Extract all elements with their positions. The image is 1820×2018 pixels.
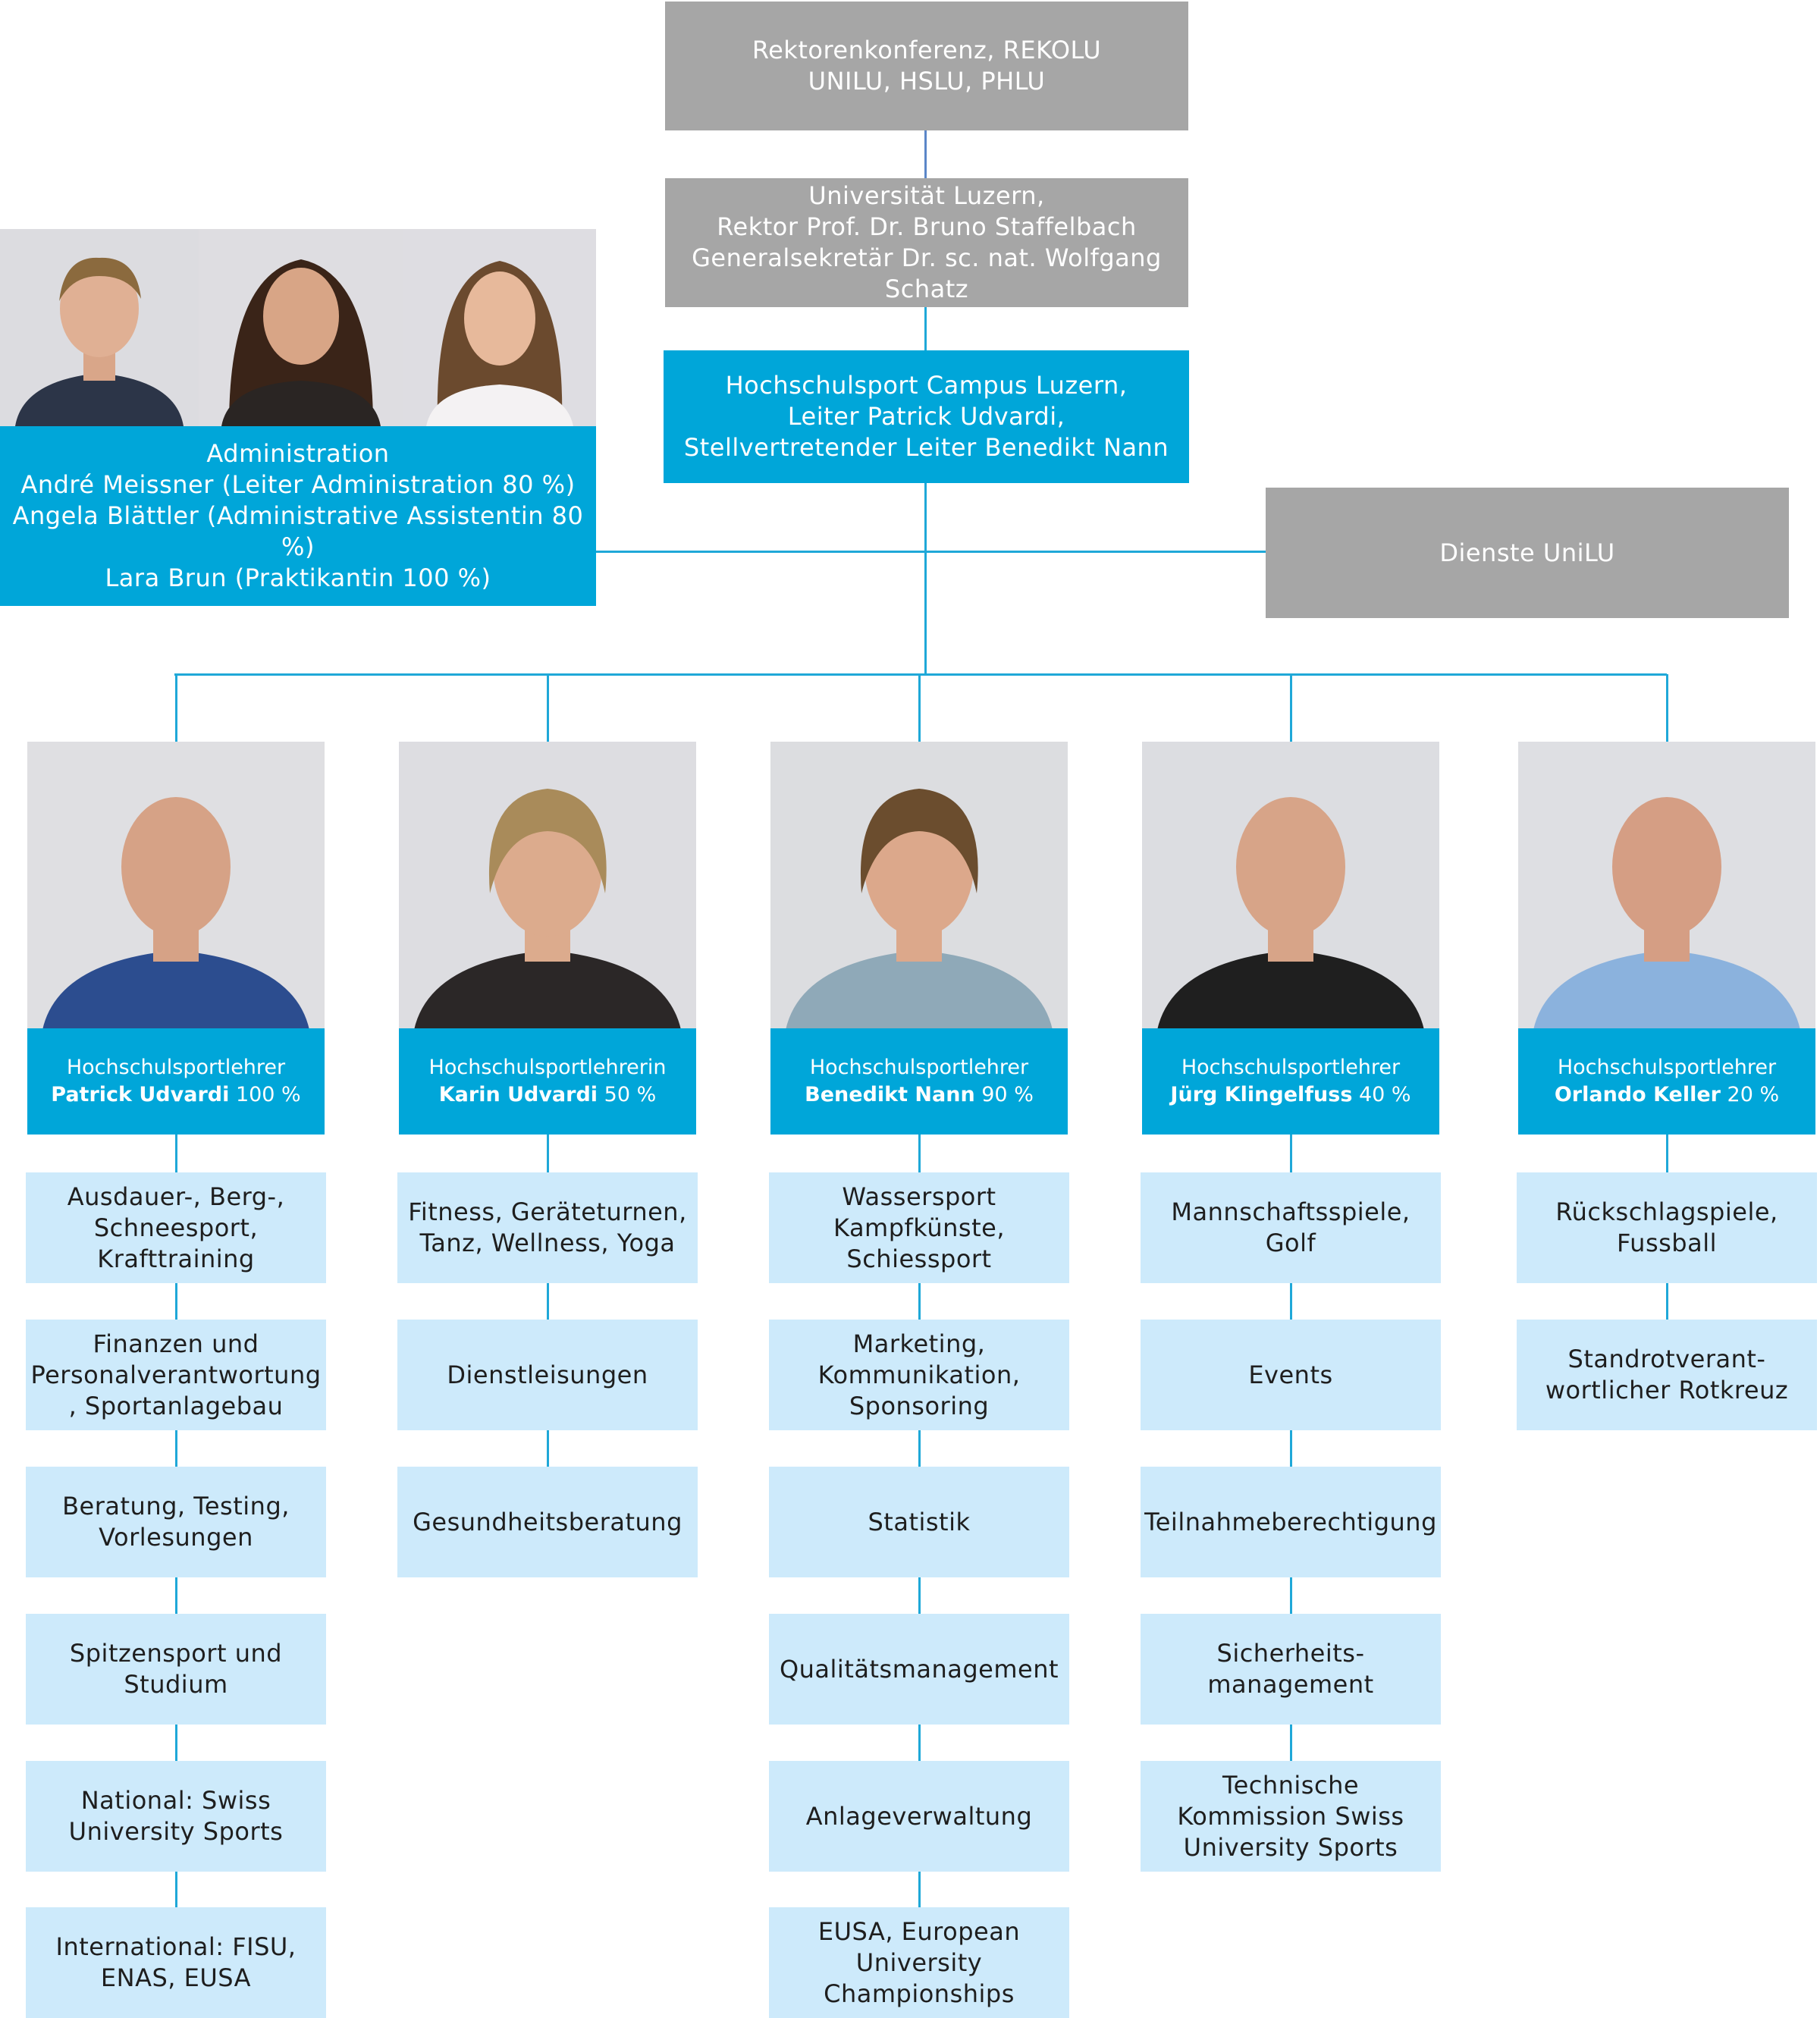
task-box bbox=[26, 1320, 326, 1430]
connector-task bbox=[547, 1430, 549, 1467]
task-box bbox=[1141, 1761, 1441, 1872]
connector-task bbox=[918, 1577, 921, 1614]
task-box bbox=[397, 1172, 698, 1283]
staff-role-box bbox=[1142, 1028, 1439, 1135]
task-text-line: EUSA, European bbox=[817, 1916, 1021, 1946]
task-text-line: Marketing, bbox=[852, 1329, 986, 1358]
task-text-line: Wassersport bbox=[842, 1182, 996, 1211]
task-text-line: Mannschaftsspiele, bbox=[1171, 1197, 1410, 1226]
staff-name-line bbox=[805, 1081, 1034, 1109]
task-text-line: Golf bbox=[1265, 1229, 1316, 1257]
task-text-line: Beratung, Testing, bbox=[62, 1492, 290, 1521]
staff-role-box bbox=[399, 1028, 696, 1135]
connector-task bbox=[1666, 1283, 1668, 1320]
staff-percent: 90 % bbox=[974, 1083, 1034, 1106]
box-text-line: Leiter Patrick Udvardi, bbox=[787, 402, 1065, 431]
task-text-line: Schiessport bbox=[846, 1244, 992, 1273]
task-text-line: International: FISU, bbox=[55, 1932, 297, 1961]
staff-percent: 50 % bbox=[598, 1083, 657, 1106]
task-text-line: Schneesport, bbox=[93, 1213, 259, 1242]
connector-task bbox=[918, 1725, 921, 1761]
task-text-line: Events bbox=[1248, 1360, 1333, 1389]
task-text-line: Championships bbox=[824, 1979, 1015, 2008]
task-text-line: Tanz, Wellness, Yoga bbox=[419, 1229, 676, 1257]
connector-task bbox=[1290, 1725, 1292, 1761]
task-text-line: Rückschlagspiele, bbox=[1555, 1197, 1778, 1226]
task-text-line: Personalverantwortung bbox=[30, 1360, 322, 1389]
connector-column-bus bbox=[174, 673, 1667, 676]
task-box bbox=[1141, 1467, 1441, 1577]
task-box bbox=[26, 1907, 326, 2018]
connector-task bbox=[547, 1135, 549, 1172]
task-text-line: University Sports bbox=[1183, 1832, 1398, 1862]
task-box bbox=[1141, 1320, 1441, 1430]
staff-photo bbox=[27, 742, 325, 1030]
connector-task bbox=[175, 1577, 177, 1614]
staff-percent: 100 % bbox=[229, 1083, 301, 1106]
task-text-line: Kommunikation, bbox=[817, 1360, 1021, 1389]
task-text-line: Teilnahmeberechtigung bbox=[1144, 1507, 1437, 1536]
task-box bbox=[1517, 1172, 1817, 1283]
staff-percent: 20 % bbox=[1720, 1083, 1780, 1106]
staff-photo bbox=[399, 742, 696, 1030]
connector-task bbox=[918, 1430, 921, 1467]
connector-task bbox=[175, 1725, 177, 1761]
task-text-line: Studium bbox=[124, 1670, 228, 1699]
admin-photo-lara bbox=[403, 229, 596, 426]
task-text-line: Statistik bbox=[868, 1507, 971, 1536]
connector-task bbox=[175, 1283, 177, 1320]
dienste-box bbox=[1266, 488, 1789, 618]
connector-rekolu-unilu bbox=[924, 130, 927, 178]
staff-percent: 40 % bbox=[1352, 1083, 1411, 1106]
connector-task bbox=[175, 1430, 177, 1467]
staff-title: Hochschulsportlehrer bbox=[1557, 1056, 1777, 1079]
connector-task bbox=[547, 1283, 549, 1320]
task-text-line: University bbox=[855, 1947, 983, 1977]
admin-photo-angela bbox=[199, 229, 403, 426]
task-text-line: Finanzen und bbox=[93, 1329, 259, 1358]
administration-box bbox=[0, 426, 596, 606]
staff-photo bbox=[1142, 742, 1439, 1030]
box-text-line: Stellvertretender Leiter Benedikt Nann bbox=[683, 433, 1169, 462]
connector-task bbox=[1666, 1135, 1668, 1172]
task-text-line: Kampfkünste, bbox=[833, 1213, 1005, 1242]
admin-photo-andre bbox=[0, 229, 199, 426]
task-box bbox=[769, 1172, 1069, 1283]
box-text-line: Universität Luzern, bbox=[808, 181, 1045, 210]
connector-column-drop bbox=[1290, 674, 1292, 742]
task-box bbox=[397, 1467, 698, 1577]
task-text-line: management bbox=[1207, 1670, 1374, 1699]
task-text-line: Qualitätsmanagement bbox=[779, 1654, 1059, 1684]
task-text-line: Ausdauer-, Berg-, bbox=[67, 1182, 285, 1211]
staff-name: Benedikt Nann bbox=[805, 1083, 975, 1106]
staff-name-line bbox=[1170, 1081, 1410, 1109]
connector-column-drop bbox=[547, 674, 549, 742]
staff-role-box bbox=[27, 1028, 325, 1135]
staff-name-line bbox=[1555, 1081, 1779, 1109]
task-text-line: Anlageverwaltung bbox=[805, 1801, 1033, 1831]
connector-column-drop bbox=[1666, 674, 1668, 742]
task-text-line: Spitzensport und bbox=[69, 1639, 283, 1668]
staff-photo bbox=[770, 742, 1068, 1030]
box-text-line: Generalsekretär Dr. sc. nat. Wolfgang bbox=[692, 243, 1162, 272]
staff-role-box bbox=[770, 1028, 1068, 1135]
box-text-line: André Meissner (Leiter Administration 80 %) bbox=[20, 470, 576, 499]
connector-task bbox=[1290, 1135, 1292, 1172]
task-box bbox=[769, 1614, 1069, 1725]
box-text-line: Hochschulsport Campus Luzern, bbox=[725, 371, 1128, 400]
task-text-line: Vorlesungen bbox=[99, 1523, 253, 1552]
box-text-line: Rektor Prof. Dr. Bruno Staffelbach bbox=[717, 212, 1137, 241]
box-text-line: UNILU, HSLU, PHLU bbox=[808, 67, 1046, 96]
task-text-line: Dienstleisungen bbox=[447, 1360, 648, 1389]
staff-title: Hochschulsportlehrer bbox=[66, 1056, 286, 1079]
staff-role-box bbox=[1518, 1028, 1815, 1135]
staff-name: Karin Udvardi bbox=[438, 1083, 598, 1106]
box-text-line: Schatz bbox=[884, 275, 969, 303]
task-text-line: Fussball bbox=[1617, 1229, 1717, 1257]
task-text-line: Kommission Swiss bbox=[1177, 1801, 1404, 1831]
task-box bbox=[1141, 1614, 1441, 1725]
task-box bbox=[769, 1907, 1069, 2018]
connector-task bbox=[918, 1872, 921, 1907]
task-text-line: wortlicher Rotkreuz bbox=[1545, 1376, 1789, 1404]
staff-title: Hochschulsportlehrer bbox=[1181, 1056, 1401, 1079]
dienste-label: Dienste UniLU bbox=[1439, 538, 1615, 567]
task-text-line: Sponsoring bbox=[849, 1391, 990, 1420]
task-text-line: University Sports bbox=[68, 1817, 284, 1846]
staff-name: Orlando Keller bbox=[1554, 1083, 1721, 1106]
task-text-line: , Sportanlagebau bbox=[68, 1391, 284, 1420]
connector-task bbox=[1290, 1283, 1292, 1320]
staff-name-line bbox=[439, 1081, 657, 1109]
staff-name: Jürg Klingelfuss bbox=[1170, 1083, 1353, 1106]
task-box bbox=[26, 1761, 326, 1872]
task-text-line: Standrotverant- bbox=[1567, 1345, 1766, 1373]
box-text-line: Angela Blättler (Administrative Assistentin 80 %) bbox=[12, 501, 584, 561]
rektorenkonferenz-box bbox=[665, 2, 1188, 130]
hochschulsport-box bbox=[664, 350, 1189, 483]
connector-admin-dienste bbox=[595, 551, 1266, 553]
connector-task bbox=[918, 1283, 921, 1320]
task-text-line: National: Swiss bbox=[80, 1786, 271, 1815]
task-box bbox=[397, 1320, 698, 1430]
staff-title: Hochschulsportlehrerin bbox=[428, 1056, 667, 1079]
connector-task bbox=[1290, 1430, 1292, 1467]
task-box bbox=[769, 1467, 1069, 1577]
task-text-line: Sicherheits- bbox=[1216, 1639, 1365, 1668]
task-text-line: Technische bbox=[1222, 1770, 1360, 1800]
connector-column-drop bbox=[175, 674, 177, 742]
task-box bbox=[1141, 1172, 1441, 1283]
connector-task bbox=[1290, 1577, 1292, 1614]
staff-photo bbox=[1518, 742, 1815, 1030]
connector-task bbox=[918, 1135, 921, 1172]
connector-unilu-hochschulsport bbox=[924, 307, 927, 350]
box-text-line: Lara Brun (Praktikantin 100 %) bbox=[105, 563, 491, 592]
task-box bbox=[26, 1467, 326, 1577]
task-text-line: Fitness, Geräteturnen, bbox=[408, 1197, 687, 1226]
task-box bbox=[769, 1761, 1069, 1872]
task-text-line: ENAS, EUSA bbox=[100, 1963, 252, 1992]
staff-name: Patrick Udvardi bbox=[51, 1083, 230, 1106]
staff-name-line bbox=[51, 1081, 300, 1109]
box-text-line: Rektorenkonferenz, REKOLU bbox=[752, 36, 1102, 64]
task-text-line: Krafttraining bbox=[97, 1244, 255, 1273]
box-text-line: Administration bbox=[206, 439, 390, 468]
task-box bbox=[26, 1172, 326, 1283]
task-box bbox=[1517, 1320, 1817, 1430]
task-text-line: Gesundheitsberatung bbox=[413, 1507, 682, 1536]
universitaet-box bbox=[665, 178, 1188, 307]
connector-column-drop bbox=[918, 674, 921, 742]
task-box bbox=[26, 1614, 326, 1725]
staff-title: Hochschulsportlehrer bbox=[809, 1056, 1029, 1079]
connector-main-trunk bbox=[924, 482, 927, 675]
task-box bbox=[769, 1320, 1069, 1430]
connector-task bbox=[175, 1135, 177, 1172]
connector-task bbox=[175, 1872, 177, 1907]
